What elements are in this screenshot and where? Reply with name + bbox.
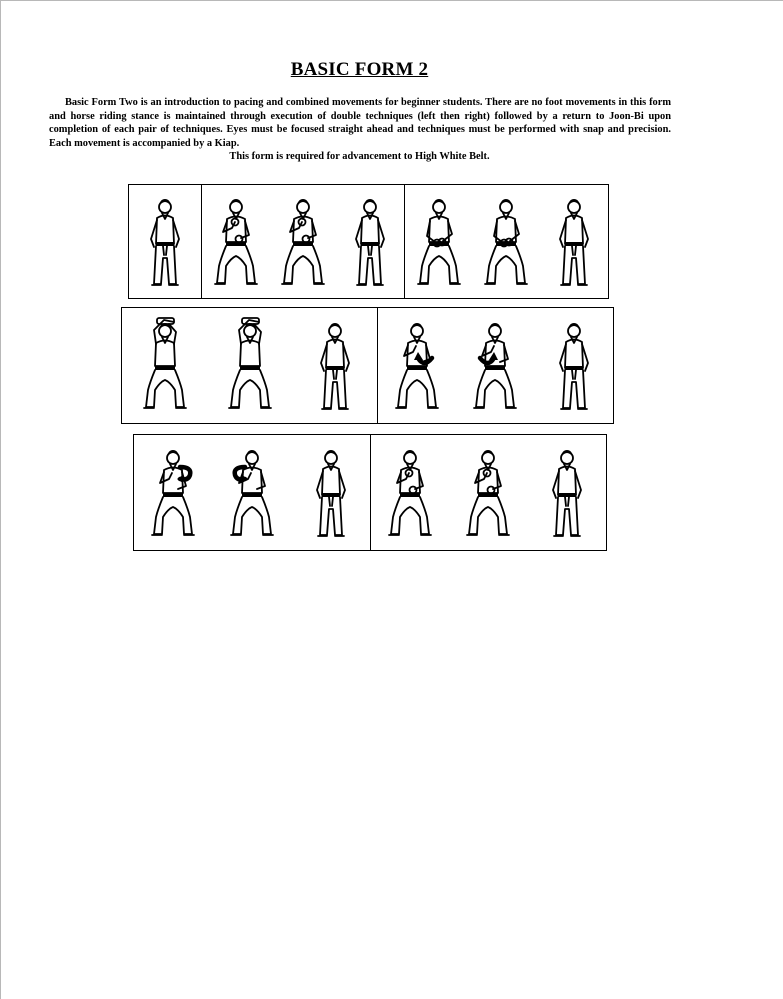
ready-stance-figure — [551, 316, 597, 416]
ready-stance-figure — [312, 316, 358, 416]
ready-stance-figure — [308, 443, 354, 543]
horse-stance-arrow-out-figure — [150, 443, 196, 543]
horse-stance-high-block-figure — [142, 316, 188, 416]
figure-group-2-1 — [122, 308, 377, 423]
figure-group-1-3 — [404, 185, 608, 298]
ready-stance-figure — [551, 192, 597, 292]
figure-group-3-1 — [134, 435, 370, 550]
belt-requirement-note: This form is required for advancement to High White Belt. — [229, 151, 490, 162]
figure-group-2-2 — [377, 308, 613, 423]
ready-stance-figure — [544, 443, 590, 543]
horse-stance-arrow-right-figure — [472, 316, 518, 416]
horse-stance-guard-figure — [465, 443, 511, 543]
figure-row-3 — [133, 434, 607, 551]
ready-stance-figure — [142, 192, 188, 292]
figure-group-3-2 — [370, 435, 606, 550]
figure-row-1 — [128, 184, 609, 299]
figure-group-1-2 — [201, 185, 404, 298]
horse-stance-arrow-in-figure — [229, 443, 275, 543]
horse-stance-high-block-figure — [227, 316, 273, 416]
page-title: BASIC FORM 2 — [290, 59, 429, 80]
horse-stance-guard-figure — [387, 443, 433, 543]
figure-row-2 — [121, 307, 614, 424]
horse-stance-guard-figure — [213, 192, 259, 292]
horse-stance-low-figure — [416, 192, 462, 292]
figure-group-1-1 — [129, 185, 201, 298]
horse-stance-arrow-left-figure — [394, 316, 440, 416]
ready-stance-figure — [347, 192, 393, 292]
horse-stance-low-figure — [483, 192, 529, 292]
horse-stance-guard-figure — [280, 192, 326, 292]
intro-paragraph: Basic Form Two is an introduction to pacing and combined movements for beginner students. There are no foot movements in this form and horse riding stance is maintained through execution of double techniques (left then right) followed by a return to Joon-Bi upon completion of each pair of techniques. Eyes must be focused straight ahead and techniques must be performed with snap and precision. Each movement is accompanied by a Kiap. — [49, 97, 671, 149]
